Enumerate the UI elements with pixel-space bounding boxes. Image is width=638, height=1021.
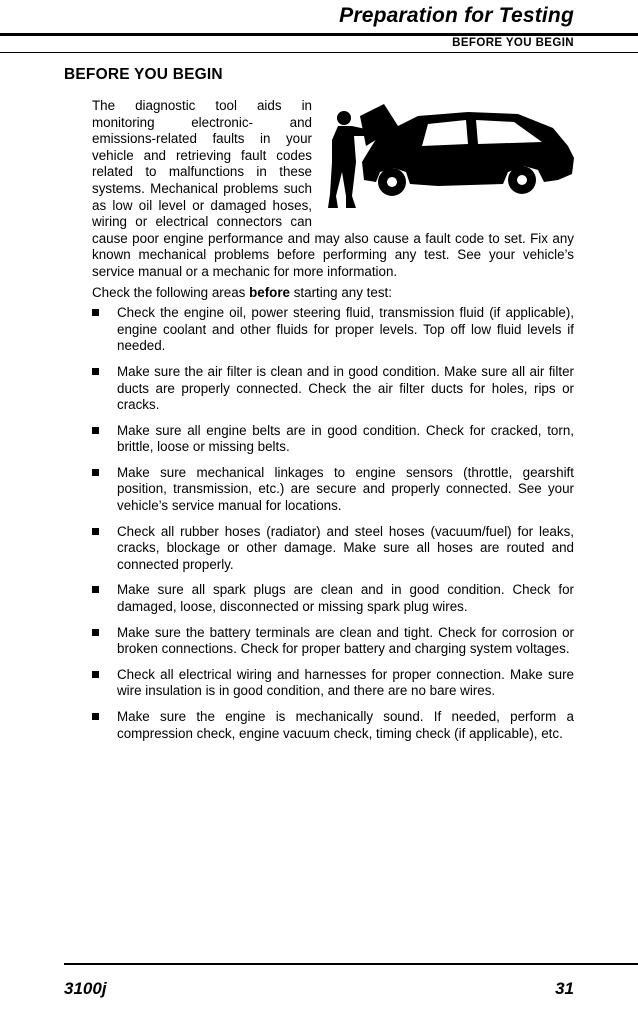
square-bullet-icon [92,586,99,593]
intro-block [92,98,574,281]
page-number: 31 [555,979,574,998]
checklist-item-text: Make sure the engine is mechanically sound. If needed, perform a compression check, engine vacuum check, timing check (if applicable), etc. [117,709,574,741]
lead-text-after: starting any test: [290,284,392,300]
person-head [337,111,351,125]
lead-text-before: Check the following areas [92,284,250,300]
footer-model: 3100j [64,979,107,998]
lead-text-bold: before [249,284,290,300]
checklist-item [92,667,574,700]
checklist-item [92,423,574,456]
checklist-item-text: Make sure all spark plugs are clean and in good condition. Check for damaged, loose, disconnected or missing spark plug wires. [117,582,574,615]
checklist-lead [92,285,574,302]
square-bullet-icon [92,629,99,636]
header-rule-thick [0,33,638,36]
checklist-item [92,465,574,515]
square-bullet-icon [92,713,99,720]
header-title: Preparation for Testing [339,4,574,27]
checklist-item [92,524,574,574]
footer-rule [64,963,638,965]
header-subtitle: BEFORE YOU BEGIN [452,37,574,49]
square-bullet-icon [92,528,99,535]
header-rule-thin [0,52,638,53]
checklist-item [92,625,574,658]
square-bullet-icon [92,469,99,476]
checklist-item-text: Check the engine oil, power steering fluid, transmission fluid (if applicable), engine coolant and other fluids for proper levels. Top off low fluid levels if needed. [117,305,574,354]
checklist-item [92,709,574,742]
square-bullet-icon [92,427,99,434]
checklist-item [92,582,574,615]
checklist-item-text: Make sure all engine belts are in good condition. Check for cracked, torn, brittle, loose or missing belts. [117,422,574,455]
checklist-item-text: Check all electrical wiring and harnesses for proper connection. Make sure wire insulation is in good condition, and there are no bare wires. [117,666,574,699]
checklist-item-text: Check all rubber hoses (radiator) and steel hoses (vacuum/fuel) for leaks, cracks, blockage or other damage. Make sure all hoses are routed and connected properly. [117,523,574,572]
checklist-item-text: Make sure the battery terminals are clean and tight. Check for corrosion or broken connections. Check for proper battery and charging system voltages. [117,624,574,657]
checklist-item [92,364,574,414]
checklist-item [92,305,574,355]
square-bullet-icon [92,671,99,678]
checklist-item-text: Make sure the air filter is clean and in good condition. Make sure all air filter ducts are properly connected. Check the air filter ducts for holes, rips or cracks. [117,363,574,413]
checklist-item-text: Make sure mechanical linkages to engine sensors (throttle, gearshift position, transmission, etc.) are secure and properly connected. See your vehicle’s service manual for locations. [117,464,574,514]
page-content [92,98,574,751]
square-bullet-icon [92,309,99,316]
checklist [92,305,574,742]
section-title: BEFORE YOU BEGIN [64,66,223,83]
square-bullet-icon [92,368,99,375]
intro-paragraph: The diagnostic tool aids in monitoring electronic- and emissions-related faults in your vehicle and retrieving fault codes related to malfunctions in these systems. Mechanical problems such as low oil level or damaged hoses, wiring or electrical connectors can cause poor engine performance and may also cause a fault code to set. Fix any known mechanical problems before performing any test. See your vehicle’s service manual or a mechanic for more information. [92,98,574,279]
mechanic-car-illustration [318,96,584,214]
